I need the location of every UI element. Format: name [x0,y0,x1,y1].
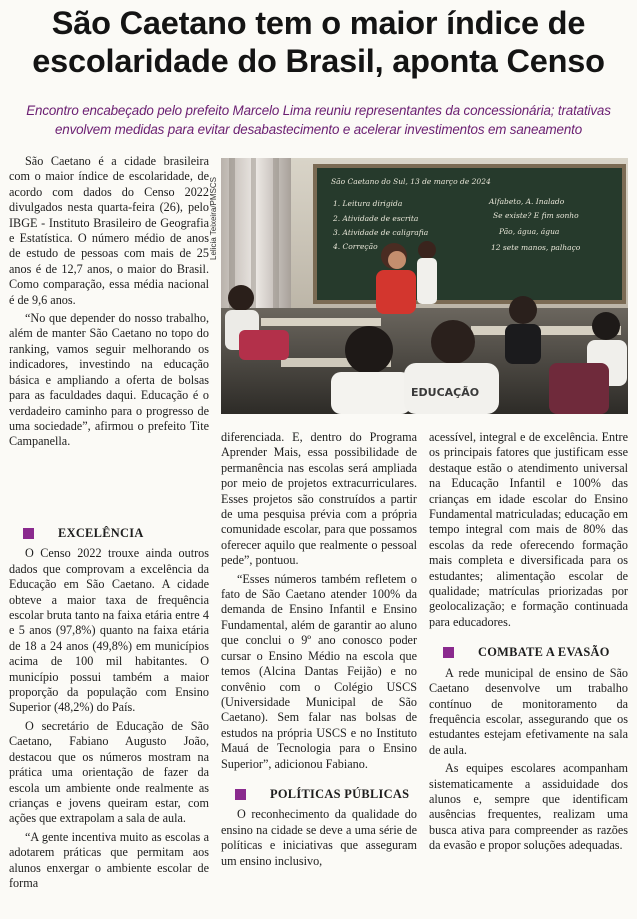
board-line: 12 sete manos, palhaço [491,243,581,252]
section-heading-excelencia [9,526,209,541]
paragraph: diferenciada. E, dentro do Programa Aprender Mais, essa possibilidade de permanência nas escolas será ampliada por meio de projetos extracurriculares. Esses projetos são construídos a partir de uma pesquisa prévia com a própria comunidade escolar, para que possamos oferecer aquilo que realmente o pessoal pede”, pontuou. [221,430,417,568]
board-line: 2. Atividade de escrita [333,214,419,223]
paragraph: acessível, integral e de excelência. Entre os principais fatores que justificam esse destaque estão o atendimento universal na Educação Infantil e 100% das crianças em idade escolar do Ensino Fundamental matriculadas; educação em tempo integral com mais de 80% das escolas da rede oferecendo formação mais completa e diversificada para os estudantes; alimentação escolar de qualidade; matrículas priorizadas por geolocalização; e formação continuada para educadores. [429,430,628,629]
headline: São Caetano tem o maior índice de escolaridade do Brasil, aponta Censo [32,5,605,79]
section-heading-politicas [221,787,417,802]
paragraph: O secretário de Educação de São Caetano, Fabiano Augusto João, destacou que os números mostram na prática uma orientação de fazer da escola um ambiente onde realmente as crianças e jovens queiram estar, com ações que extrapolam a sala de aula. [9,718,209,826]
paragraph: O Censo 2022 trouxe ainda outros dados que comprovam a excelência da Educação em São Caetano. A cidade obteve a maior taxa de frequência escolar bruta tanto na faixa etária entre 4 e 5 anos (97,8%) quanto na faixa etária de 18 a 24 anos (49,8%) em municípios acima de 100 mil habitantes. O município possui também a maior proporção da população com Ensino Superior (48,2%) do País. [9,546,209,715]
board-line: Alfabeto, A. Inalado [489,197,565,206]
paragraph: “A gente incentiva muito as escolas a adotarem práticas que permitam aos alunos enxergar o ambiente escolar de forma [9,829,209,890]
column-1-excelencia [9,511,209,894]
board-line: 3. Atividade de caligrafia [333,228,429,237]
column-1 [9,154,209,453]
board-line: Se existe? E fim sonho [493,211,579,220]
classroom-photo [221,158,628,414]
section-title: POLÍTICAS PÚBLICAS [270,786,410,801]
column-2 [221,430,417,872]
board-line: 4. Correção [333,242,378,251]
paragraph: A rede municipal de ensino de São Caetano desenvolve um trabalho contínuo de monitoramento da frequência escolar, assegurando que os estudantes estejam efetivamente na sala de aula. [429,665,628,757]
board-line: Pão, água, água [499,227,560,236]
section-heading-combate [429,645,628,660]
shirt-text: EDUCAÇÃO [411,386,480,399]
section-square-icon [443,647,454,658]
paragraph: “No que depender do nosso trabalho, além de manter São Caetano no topo do ranking, vamos seguir melhorando os indicadores, investindo na educação básica e ampliando a oferta de bolsas para as faculdades daqui. Educação é o verdadeiro caminho para o progresso de uma sociedade”, afirmou o prefeito Tite Campanella. [9,311,209,449]
paragraph: São Caetano é a cidade brasileira com o maior índice de escolaridade, de acordo com dados do Censo 2022 divulgados nesta quarta-feira (26), pelo IBGE - Instituto Brasileiro de Geografia e Estatística. O número médio de anos de estudo de pessoas com mais de 25 anos é de 12,7 anos, o maior do Brasil. Como comparação, essa média nacional é de 9,6 anos. [9,154,209,307]
subheadline: Encontro encabeçado pelo prefeito Marcelo Lima reuniu representantes da concessionária; tratativas envolvem medidas para evitar desabastecimento e acelerar investimentos em saneamento [26,103,611,137]
column-3 [429,430,628,857]
section-title: EXCELÊNCIA [58,526,144,540]
paragraph: O reconhecimento da qualidade do ensino na cidade se deve a uma série de políticas e iniciativas que asseguram um ensino inclusivo, [221,807,417,868]
photo-credit: Lelicia Teixeira/PMSCS [209,177,218,260]
paragraph: As equipes escolares acompanham sistematicamente a assiduidade dos alunos e, sempre que identificam ausências frequentes, realizam uma busca ativa para compreender as razões da evasão e propor soluções adequadas. [429,761,628,853]
board-date: São Caetano do Sul, 13 de março de 2024 [331,177,491,186]
section-square-icon [235,789,246,800]
board-line: 1. Leitura dirigida [333,199,403,208]
paragraph: “Esses números também refletem o fato de São Caetano atender 100% da demanda de Ensino Infantil e Ensino Fundamental, além de garantir ao aluno que conclui o 9º ano conosco poder cursar o Ensino Médio na escola que temos (Alcina Dantas Feijão) e no convênio com o Colégio USCS (Universidade Municipal de São Caetano). Sem falar nas bolsas de estudos na própria USCS e no Instituto Mauá de Tecnologia para o Ensino Superior”, adicionou Fabiano. [221,571,417,771]
section-title: COMBATE A EVASÃO [478,645,610,660]
section-square-icon [23,528,34,539]
